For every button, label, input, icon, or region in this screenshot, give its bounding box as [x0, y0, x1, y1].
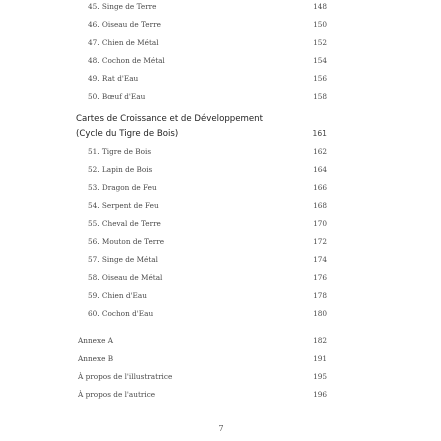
toc-page-number: 164 — [313, 165, 327, 174]
toc-page-number: 172 — [313, 237, 327, 246]
toc-entry-label: 59. Chien d'Eau — [88, 291, 147, 300]
toc-entry-label: 57. Singe de Métal — [88, 255, 158, 264]
toc-page-number: 196 — [313, 390, 327, 399]
toc-entry-label: 49. Rat d'Eau — [88, 74, 139, 83]
toc-page-number: 152 — [313, 38, 327, 47]
toc-page-number: 162 — [313, 147, 327, 156]
toc-entry-label: 56. Mouton de Terre — [88, 237, 165, 246]
toc-entry-label: 46. Oiseau de Terre — [88, 20, 161, 29]
toc-page-number: 178 — [313, 291, 327, 300]
toc-entry-label: 47. Chien de Métal — [88, 38, 159, 47]
toc-page-number: 174 — [313, 255, 327, 264]
toc-page-number: 148 — [313, 2, 327, 11]
toc-page-number: 156 — [313, 74, 327, 83]
toc-page-number: 154 — [313, 56, 327, 65]
toc-entry-label: 48. Cochon de Métal — [88, 56, 165, 65]
toc-page-number: 158 — [313, 92, 327, 101]
toc-page-number: 182 — [313, 336, 327, 345]
toc-entry-label: 51. Tigre de Bois — [88, 147, 152, 156]
toc-entry-label: 58. Oiseau de Métal — [88, 273, 163, 282]
section-page-number: 161 — [312, 129, 327, 138]
toc-page-number: 168 — [313, 201, 327, 210]
section-subheading: (Cycle du Tigre de Bois) — [76, 129, 179, 139]
toc-entry-label: 45. Singe de Terre — [88, 2, 157, 11]
toc-entry-label: 52. Lapin de Bois — [88, 165, 153, 174]
toc-page-number: 191 — [313, 354, 327, 363]
toc-page-number: 166 — [313, 183, 327, 192]
toc-page-number: 180 — [313, 309, 327, 318]
toc-entry-label: 50. Bœuf d'Eau — [88, 92, 146, 101]
toc-page-number: 195 — [313, 372, 327, 381]
toc-entry-label: À propos de l'autrice — [78, 390, 156, 399]
toc-entry-label: 60. Cochon d'Eau — [88, 309, 154, 318]
page-folio: 7 — [218, 424, 224, 433]
toc-entry-label: Annexe B — [78, 354, 114, 363]
toc-page-number: 176 — [313, 273, 327, 282]
toc-entry-label: À propos de l'illustratrice — [78, 372, 173, 381]
section-heading: Cartes de Croissance et de Développement — [76, 114, 263, 124]
toc-entry-label: 53. Dragon de Feu — [88, 183, 157, 192]
toc-entry-label: 55. Cheval de Terre — [88, 219, 161, 228]
toc-entry-label: 54. Serpent de Feu — [88, 201, 159, 210]
toc-page-number: 150 — [313, 20, 327, 29]
toc-entry-label: Annexe A — [78, 336, 114, 345]
toc-page-number: 170 — [313, 219, 327, 228]
